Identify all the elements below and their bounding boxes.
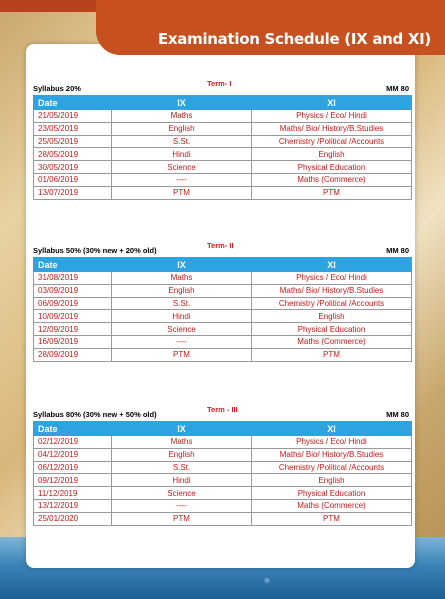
date-cell: 09/12/2019	[34, 474, 112, 487]
date-cell: 06/09/2019	[34, 297, 112, 310]
date-cell: 06/12/2019	[34, 461, 112, 474]
ix-subject-cell: English	[112, 284, 252, 297]
xi-subject-cell: Maths/ Bio/ History/B.Studies	[252, 122, 412, 135]
title-banner	[96, 0, 445, 55]
date-cell: 21/05/2019	[34, 110, 112, 123]
table-row	[34, 474, 412, 487]
header-xi: XI	[252, 258, 412, 272]
ix-subject-cell: PTM	[112, 348, 252, 361]
page-title: Examination Schedule (IX and XI)	[157, 30, 431, 48]
table-row	[34, 284, 412, 297]
xi-subject-cell: English	[252, 310, 412, 323]
term-1-section	[33, 79, 411, 200]
xi-subject-cell: Chemistry /Political /Accounts	[252, 461, 412, 474]
table-header-row	[34, 422, 412, 436]
xi-subject-cell: PTM	[252, 512, 412, 525]
term-2-meta	[33, 241, 411, 257]
table-row	[34, 297, 412, 310]
date-cell: 28/09/2019	[34, 348, 112, 361]
table-row	[34, 161, 412, 174]
xi-subject-cell: PTM	[252, 348, 412, 361]
header-date: Date	[34, 422, 112, 436]
header-ix: IX	[112, 96, 252, 110]
term-label: Term - III	[207, 405, 238, 414]
xi-subject-cell: Chemistry /Political /Accounts	[252, 297, 412, 310]
ix-subject-cell: Hindi	[112, 148, 252, 161]
table-row	[34, 487, 412, 500]
ix-subject-cell: S.St.	[112, 135, 252, 148]
table-row	[34, 272, 412, 285]
header-xi: XI	[252, 96, 412, 110]
table-row	[34, 323, 412, 336]
xi-subject-cell: Physical Education	[252, 161, 412, 174]
date-cell: 13/12/2019	[34, 499, 112, 512]
ix-subject-cell: ----	[112, 335, 252, 348]
table-row	[34, 348, 412, 361]
ix-subject-cell: Maths	[112, 110, 252, 123]
header-date: Date	[34, 258, 112, 272]
syllabus-label: Syllabus 80% (30% new + 50% old)	[33, 410, 157, 419]
max-marks-label: MM 80	[386, 84, 409, 93]
ix-subject-cell: Science	[112, 161, 252, 174]
date-cell: 11/12/2019	[34, 487, 112, 500]
xi-subject-cell: Physics / Eco/ Hindi	[252, 272, 412, 285]
ix-subject-cell: PTM	[112, 186, 252, 199]
xi-subject-cell: Chemistry /Political /Accounts	[252, 135, 412, 148]
ix-subject-cell: PTM	[112, 512, 252, 525]
date-cell: 12/09/2019	[34, 323, 112, 336]
ix-subject-cell: S.St.	[112, 297, 252, 310]
xi-subject-cell: Physical Education	[252, 487, 412, 500]
schedule-table	[33, 95, 412, 200]
schedule-table	[33, 257, 412, 362]
date-cell: 23/05/2019	[34, 122, 112, 135]
xi-subject-cell: Maths (Commerce)	[252, 173, 412, 186]
ix-subject-cell: English	[112, 448, 252, 461]
date-cell: 03/09/2019	[34, 284, 112, 297]
table-row	[34, 173, 412, 186]
term-label: Term- II	[207, 241, 234, 250]
table-row	[34, 335, 412, 348]
ix-subject-cell: Science	[112, 323, 252, 336]
table-row	[34, 499, 412, 512]
table-row	[34, 110, 412, 123]
term-1-meta	[33, 79, 411, 95]
date-cell: 02/12/2019	[34, 436, 112, 449]
table-row	[34, 436, 412, 449]
table-row	[34, 448, 412, 461]
date-cell: 16/09/2019	[34, 335, 112, 348]
xi-subject-cell: Maths/ Bio/ History/B.Studies	[252, 284, 412, 297]
xi-subject-cell: English	[252, 474, 412, 487]
table-row	[34, 512, 412, 525]
date-cell: 30/05/2019	[34, 161, 112, 174]
table-row	[34, 148, 412, 161]
ix-subject-cell: ----	[112, 173, 252, 186]
header-ix: IX	[112, 258, 252, 272]
ix-subject-cell: Maths	[112, 272, 252, 285]
header-xi: XI	[252, 422, 412, 436]
ix-subject-cell: Hindi	[112, 310, 252, 323]
date-cell: 10/09/2019	[34, 310, 112, 323]
ix-subject-cell: Science	[112, 487, 252, 500]
term-3-meta	[33, 405, 411, 421]
ix-subject-cell: ----	[112, 499, 252, 512]
syllabus-label: Syllabus 50% (30% new + 20% old)	[33, 246, 157, 255]
date-cell: 25/01/2020	[34, 512, 112, 525]
table-row	[34, 186, 412, 199]
xi-subject-cell: Maths (Commerce)	[252, 335, 412, 348]
max-marks-label: MM 80	[386, 410, 409, 419]
date-cell: 31/08/2019	[34, 272, 112, 285]
table-row	[34, 122, 412, 135]
date-cell: 13/07/2019	[34, 186, 112, 199]
date-cell: 28/05/2019	[34, 148, 112, 161]
xi-subject-cell: Maths (Commerce)	[252, 499, 412, 512]
ix-subject-cell: Maths	[112, 436, 252, 449]
table-header-row	[34, 258, 412, 272]
header-date: Date	[34, 96, 112, 110]
xi-subject-cell: PTM	[252, 186, 412, 199]
ix-subject-cell: S.St.	[112, 461, 252, 474]
xi-subject-cell: Maths/ Bio/ History/B.Studies	[252, 448, 412, 461]
header-ix: IX	[112, 422, 252, 436]
ix-subject-cell: English	[112, 122, 252, 135]
table-row	[34, 310, 412, 323]
table-header-row	[34, 96, 412, 110]
date-cell: 01/06/2019	[34, 173, 112, 186]
table-row	[34, 135, 412, 148]
ix-subject-cell: Hindi	[112, 474, 252, 487]
syllabus-label: Syllabus 20%	[33, 84, 81, 93]
term-3-section	[33, 405, 411, 526]
term-label: Term- I	[207, 79, 232, 88]
xi-subject-cell: English	[252, 148, 412, 161]
max-marks-label: MM 80	[386, 246, 409, 255]
xi-subject-cell: Physical Education	[252, 323, 412, 336]
term-2-section	[33, 241, 411, 362]
xi-subject-cell: Physics / Eco/ Hindi	[252, 110, 412, 123]
schedule-table	[33, 421, 412, 526]
table-row	[34, 461, 412, 474]
date-cell: 25/05/2019	[34, 135, 112, 148]
date-cell: 04/12/2019	[34, 448, 112, 461]
xi-subject-cell: Physics / Eco/ Hindi	[252, 436, 412, 449]
